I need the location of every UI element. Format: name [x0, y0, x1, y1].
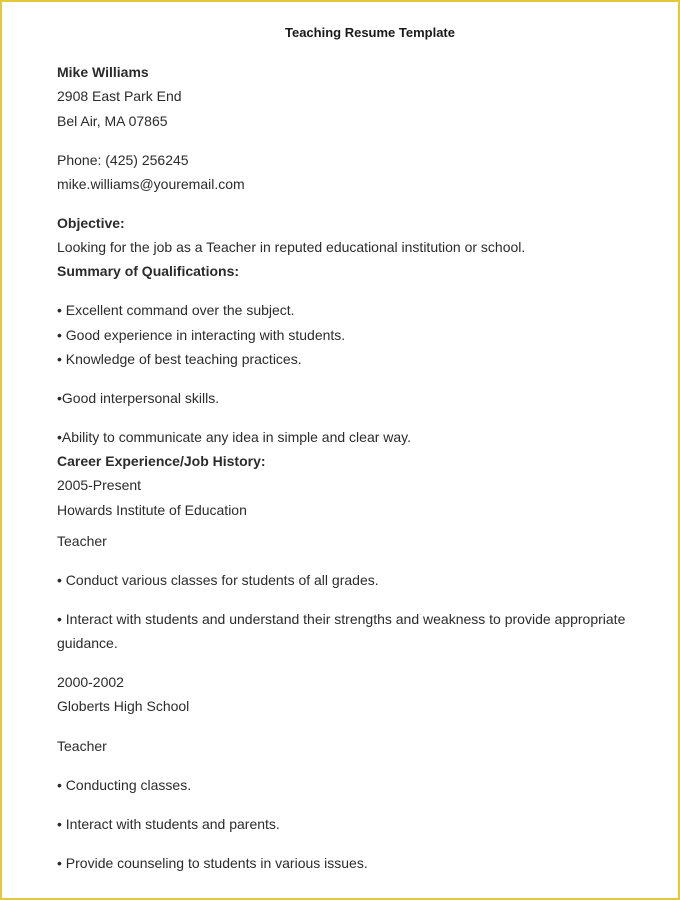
- job-role: Teacher: [57, 533, 107, 549]
- job-duty: • Conduct various classes for students of all grades.: [57, 572, 379, 588]
- job-duty: • Provide counseling to students in various issues.: [57, 855, 368, 871]
- job-duty: • Interact with students and parents.: [57, 816, 280, 832]
- address-line-2: Bel Air, MA 07865: [57, 113, 168, 129]
- candidate-name: Mike Williams: [57, 64, 149, 80]
- phone-number: Phone: (425) 256245: [57, 152, 189, 168]
- objective-heading: Objective:: [57, 215, 125, 231]
- summary-heading: Summary of Qualifications:: [57, 263, 240, 279]
- job-duty: • Interact with students and understand their strengths and weakness to provide appropriate guidance.: [57, 611, 626, 651]
- summary-item: •Ability to communicate any idea in simple and clear way.: [57, 429, 412, 445]
- career-heading: Career Experience/Job History:: [57, 453, 266, 469]
- summary-item: • Excellent command over the subject.: [57, 302, 295, 318]
- address-line-1: 2908 East Park End: [57, 88, 182, 104]
- job-role: Teacher: [57, 738, 107, 754]
- job-duty: • Conducting classes.: [57, 777, 192, 793]
- job-employer: Howards Institute of Education: [57, 502, 247, 518]
- document-title: Teaching Resume Template: [284, 25, 455, 40]
- summary-item: •Good interpersonal skills.: [57, 390, 220, 406]
- job-dates: 2000-2002: [57, 674, 124, 690]
- job-employer: Globerts High School: [57, 698, 190, 714]
- email-address: mike.williams@youremail.com: [57, 176, 245, 192]
- job-dates: 2005-Present: [57, 477, 142, 493]
- summary-item: • Good experience in interacting with students.: [57, 327, 346, 343]
- objective-text: Looking for the job as a Teacher in reputed educational institution or school.: [57, 239, 526, 255]
- summary-item: • Knowledge of best teaching practices.: [57, 351, 302, 367]
